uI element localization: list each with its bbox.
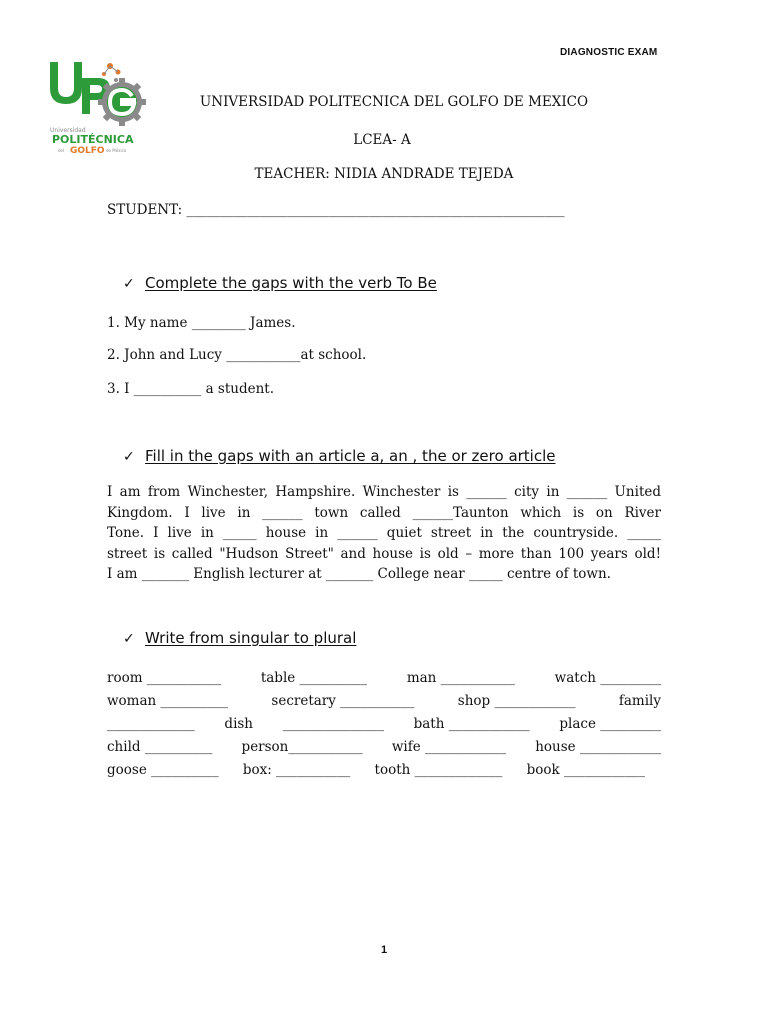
logo-line1: Universidad bbox=[50, 127, 86, 134]
checkmark-icon: ✓ bbox=[123, 631, 135, 647]
exam-type-label: DIAGNOSTIC EXAM bbox=[560, 47, 658, 58]
plural-item[interactable]: shop ____________ bbox=[457, 693, 576, 709]
student-name-field[interactable]: STUDENT: ________________________________________________________ bbox=[107, 202, 565, 218]
plural-item[interactable]: _____________ bbox=[107, 716, 195, 732]
plural-item[interactable]: _______________ bbox=[282, 716, 384, 732]
plural-item[interactable]: man ___________ bbox=[406, 670, 515, 686]
section1-item[interactable]: 2. John and Lucy ___________at school. bbox=[107, 347, 367, 363]
paragraph-line: Kingdom. I live in ______ town called ______Taunton which is on River bbox=[107, 504, 661, 521]
section2-heading bbox=[123, 447, 556, 465]
plural-item[interactable]: place _________ bbox=[559, 716, 661, 732]
paragraph-line: I am from Winchester, Hampshire. Winchester is ______ city in ______ United bbox=[107, 484, 661, 500]
plural-item[interactable]: woman __________ bbox=[107, 693, 229, 709]
section3-title: Write from singular to plural bbox=[145, 629, 357, 647]
plural-item[interactable]: house ____________ bbox=[535, 739, 661, 755]
plural-row bbox=[107, 739, 661, 755]
paragraph-line: street is called "Hudson Street" and house is old – more than 100 years old! bbox=[107, 545, 661, 562]
plural-item[interactable]: wife ____________ bbox=[391, 739, 507, 755]
paragraph-line: I am _______ English lecturer at _______ College near _____ centre of town. bbox=[107, 566, 611, 582]
checkmark-icon: ✓ bbox=[123, 449, 135, 465]
plural-item[interactable]: secretary ___________ bbox=[271, 693, 415, 709]
plural-item[interactable]: box: ___________ bbox=[242, 762, 351, 778]
plural-item[interactable]: table __________ bbox=[260, 670, 368, 686]
university-name: UNIVERSIDAD POLITECNICA DEL GOLFO DE MEXICO bbox=[199, 94, 589, 110]
program-code: LCEA- A bbox=[353, 132, 411, 148]
plural-item[interactable]: room ___________ bbox=[107, 670, 222, 686]
plural-item[interactable]: family bbox=[618, 693, 661, 709]
plural-row bbox=[107, 762, 645, 778]
section3-heading bbox=[123, 629, 356, 647]
plural-item[interactable]: watch _________ bbox=[554, 670, 661, 686]
logo-line3-suffix: de México bbox=[106, 148, 127, 153]
plural-item[interactable]: tooth _____________ bbox=[374, 762, 503, 778]
plural-item[interactable]: goose __________ bbox=[107, 762, 219, 778]
checkmark-icon: ✓ bbox=[123, 276, 135, 292]
plural-row bbox=[107, 670, 661, 686]
section2-title: Fill in the gaps with an article a, an , the or zero article bbox=[145, 447, 556, 465]
logo-line2: POLITÉCNICA bbox=[52, 133, 134, 146]
plural-item[interactable]: person___________ bbox=[241, 739, 363, 755]
article-paragraph[interactable] bbox=[107, 482, 661, 585]
section1-title: Complete the gaps with the verb To Be bbox=[145, 274, 437, 292]
teacher-name: TEACHER: NIDIA ANDRADE TEJEDA bbox=[254, 166, 514, 182]
section1-heading bbox=[123, 274, 437, 292]
logo-line3-prefix: del bbox=[58, 148, 65, 153]
logo-line3: GOLFO bbox=[70, 146, 105, 156]
plural-item[interactable]: book ____________ bbox=[526, 762, 645, 778]
plural-item[interactable]: dish bbox=[224, 716, 254, 732]
plural-row bbox=[107, 693, 661, 709]
section1-item[interactable]: 1. My name ________ James. bbox=[107, 315, 296, 331]
plural-row bbox=[107, 716, 661, 732]
section1-item[interactable]: 3. I __________ a student. bbox=[107, 381, 275, 397]
page-number: 1 bbox=[380, 944, 388, 956]
plural-item[interactable]: bath ____________ bbox=[413, 716, 530, 732]
plural-item[interactable]: child __________ bbox=[107, 739, 213, 755]
paragraph-line: Tone. I live in _____ house in ______ quiet street in the countryside. _____ bbox=[107, 525, 661, 541]
